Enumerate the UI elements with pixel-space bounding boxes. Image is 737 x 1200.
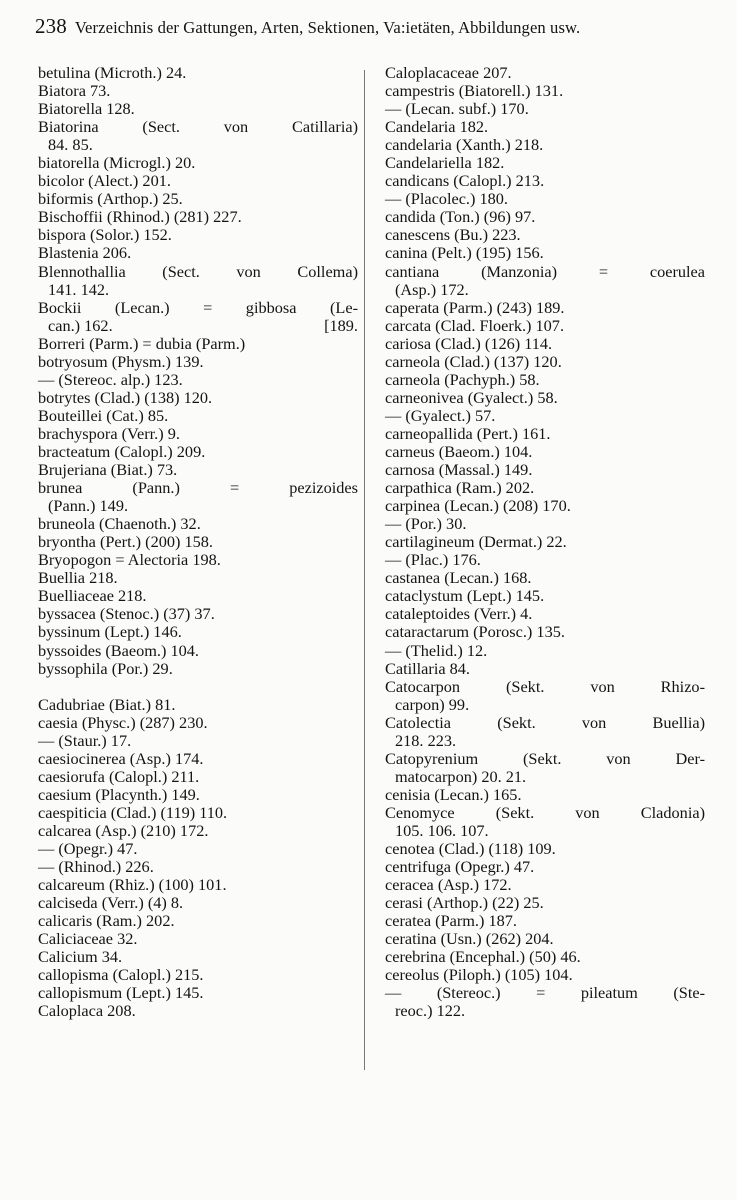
entry-text: botryosum (Physm.) 139. [38,351,204,371]
index-entry [38,786,358,804]
index-entry [385,299,705,317]
index-entry [38,984,358,1002]
entry-text: candicans (Calopl.) 213. [385,171,545,191]
index-entry [385,876,705,894]
entry-text: Caloplaca 208. [38,1001,136,1021]
index-entry [385,948,705,966]
index-entry [385,804,705,840]
index-entry [38,515,358,533]
entry-text: Catolectia (Sekt. von Buellia) [385,712,705,732]
index-entry [385,100,705,118]
entry-text: — (Staur.) 17. [38,730,132,750]
entry-text: betulina (Microth.) 24. [38,63,187,82]
entry-text: Bouteillei (Cat.) 85. [38,405,169,425]
index-entry [385,966,705,984]
entry-text: cantiana (Manzonia) = coerulea [385,261,705,281]
entry-text: byssacea (Stenoc.) (37) 37. [38,604,215,624]
entry-text: ceratina (Usn.) (262) 204. [385,929,554,949]
entry-text: biatorella (Microgl.) 20. [38,153,196,173]
entry-text: carneopallida (Pert.) 161. [385,423,551,443]
entry-text: cataclystum (Lept.) 145. [385,586,545,606]
entry-text: byssoides (Baeom.) 104. [38,640,199,660]
entry-text: carpinea (Lecan.) (208) 170. [385,496,571,516]
entry-text: cerasi (Arthop.) (22) 25. [385,893,544,913]
entry-text: Buelliaceae 218. [38,586,147,606]
index-entry [385,317,705,335]
index-entry [385,587,705,605]
index-entry [38,1002,358,1020]
index-entry [38,768,358,786]
index-entry [385,263,705,299]
entry-text: caperata (Parm.) (243) 189. [385,297,565,317]
entry-text: Candelariella 182. [385,153,505,173]
column-divider [364,70,365,1070]
entry-continuation [38,497,358,515]
index-entry [385,244,705,262]
index-entry [385,118,705,136]
index-entry [38,623,358,641]
index-entry [38,244,358,262]
index-entry [385,190,705,208]
index-entry [38,660,358,678]
entry-text: bispora (Solor.) 152. [38,225,172,245]
index-entry [385,479,705,497]
entry-text: Candelaria 182. [385,117,489,137]
entry-text: Brujeriana (Biat.) 73. [38,460,178,480]
entry-continuation [385,281,705,299]
entry-text: Caliciaceae 32. [38,929,138,949]
continuation-text: matocarpon) 20. 21. [395,766,527,786]
page-number: 238 [35,14,67,38]
entry-text: Bryopogon = Alectoria 198. [38,550,221,570]
entry-continuation [385,768,705,786]
entry-text: Blennothallia (Sect. von Collema) [38,261,358,281]
index-entry [385,533,705,551]
continuation-text: (Pann.) 149. [48,496,129,516]
index-entry [38,930,358,948]
entry-text: carneola (Clad.) (137) 120. [385,351,562,371]
entry-continuation [38,136,358,154]
index-entry [38,389,358,407]
index-entry [385,515,705,533]
index-entry [38,190,358,208]
entry-text: cartilagineum (Dermat.) 22. [385,532,567,552]
entry-text: Bischoffii (Rhinod.) (281) 227. [38,207,242,227]
entry-text: calcareum (Rhiz.) (100) 101. [38,875,227,895]
entry-text: — (Gyalect.) 57. [385,405,496,425]
entry-text: castanea (Lecan.) 168. [385,568,532,588]
entry-text: calciseda (Verr.) (4) 8. [38,893,184,913]
entry-text: canina (Pelt.) (195) 156. [385,243,544,263]
index-entry [385,64,705,82]
index-entry [38,64,358,82]
entry-continuation [385,732,705,750]
entry-text: Caloplacaceae 207. [385,63,512,82]
index-entry [385,894,705,912]
entry-text: bicolor (Alect.) 201. [38,171,171,191]
entry-text: — (Por.) 30. [385,514,467,534]
index-entry [38,371,358,389]
entry-text: cerebrina (Encephal.) (50) 46. [385,947,581,967]
entry-text: byssophila (Por.) 29. [38,658,173,678]
page-header [35,14,715,39]
continuation-text: reoc.) 122. [395,1001,466,1021]
entry-text: — (Rhinod.) 226. [38,857,154,877]
entry-text: Calicium 34. [38,947,123,967]
continuation-text: 218. 223. [395,730,457,750]
overflow-note: [189. [324,315,358,335]
entry-text: — (Placolec.) 180. [385,189,508,209]
entry-text: caesium (Placynth.) 149. [38,784,200,804]
index-entry [385,443,705,461]
index-entry [38,696,358,714]
index-entry [38,335,358,353]
entry-continuation [385,822,705,840]
entry-text: bryontha (Pert.) (200) 158. [38,532,213,552]
entry-text: Borreri (Parm.) = dubia (Parm.) [38,333,246,353]
entry-continuation [38,317,358,335]
index-entry [38,966,358,984]
entry-text: caesia (Physc.) (287) 230. [38,712,208,732]
entry-text: carcata (Clad. Floerk.) 107. [385,315,565,335]
entry-text: biformis (Arthop.) 25. [38,189,183,209]
entry-text: cariosa (Clad.) (126) 114. [385,333,553,353]
index-entry [38,714,358,732]
index-entry [385,678,705,714]
entry-text: Cenomyce (Sekt. von Cladonia) [385,802,705,822]
index-entry [385,551,705,569]
index-entry [38,407,358,425]
index-entry [385,912,705,930]
index-entry [38,208,358,226]
index-entry [38,226,358,244]
entry-text: carneus (Baeom.) 104. [385,441,533,461]
entry-text: Cadubriae (Biat.) 81. [38,694,176,714]
entry-text: Catopyrenium (Sekt. von Der- [385,748,705,768]
entry-text: caespiticia (Clad.) (119) 110. [38,802,228,822]
index-entry [385,407,705,425]
entry-text: ceracea (Asp.) 172. [385,875,512,895]
entry-text: — (Stereoc. alp.) 123. [38,369,183,389]
entry-text: cereolus (Piloph.) (105) 104. [385,965,573,985]
index-entry [38,82,358,100]
index-entry [38,353,358,371]
entry-text: bracteatum (Calopl.) 209. [38,441,206,461]
index-entry [38,642,358,660]
entry-text: — (Stereoc.) = pileatum (Ste- [385,983,705,1003]
index-entry [385,930,705,948]
entry-continuation [38,281,358,299]
entry-text: callopismum (Lept.) 145. [38,983,204,1003]
entry-text: campestris (Biatorell.) 131. [385,81,564,101]
entry-text: calcarea (Asp.) (210) 172. [38,820,209,840]
index-entry [385,226,705,244]
index-entry [38,587,358,605]
entry-text: ceratea (Parm.) 187. [385,911,517,931]
index-entry [385,154,705,172]
entry-text: caesiorufa (Calopl.) 211. [38,766,200,786]
index-entry [38,840,358,858]
entry-text: Buellia 218. [38,568,118,588]
entry-text: Bockii (Lecan.) = gibbosa (Le- [38,297,358,317]
index-entry [385,389,705,407]
index-entry [385,750,705,786]
continuation-text: can.) 162. [48,315,113,335]
section-gap [38,678,358,696]
index-entry [385,425,705,443]
entry-text: candida (Ton.) (96) 97. [385,207,536,227]
index-entry [38,533,358,551]
index-entry [385,840,705,858]
entry-text: cenisia (Lecan.) 165. [385,784,522,804]
entry-text: candelaria (Xanth.) 218. [385,135,544,155]
index-entry [38,461,358,479]
entry-text: carneola (Pachyph.) 58. [385,369,540,389]
entry-text: — (Lecan. subf.) 170. [385,99,529,119]
entry-text: Blastenia 206. [38,243,132,263]
entry-text: callopisma (Calopl.) 215. [38,965,204,985]
entry-text: byssinum (Lept.) 146. [38,622,182,642]
index-entry [385,984,705,1020]
index-entry [38,876,358,894]
index-entry [38,858,358,876]
entry-text: carnosa (Massal.) 149. [385,460,533,480]
index-entry [38,425,358,443]
continuation-text: (Asp.) 172. [395,279,469,299]
entry-text: Biatorella 128. [38,99,135,119]
index-entry [38,804,358,822]
left-column [38,64,358,1020]
index-entry [385,642,705,660]
entry-text: bruneola (Chaenoth.) 32. [38,514,201,534]
index-entry [385,208,705,226]
index-entry [385,660,705,678]
entry-text: botrytes (Clad.) (138) 120. [38,387,213,407]
entry-text: carneonivea (Gyalect.) 58. [385,387,558,407]
continuation-text: 141. 142. [48,279,110,299]
running-title: Verzeichnis der Gattungen, Arten, Sektionen, Va:ietäten, Abbildungen usw. [74,18,581,37]
entry-text: cenotea (Clad.) (118) 109. [385,839,556,859]
entry-text: canescens (Bu.) 223. [385,225,521,245]
entry-text: brunea (Pann.) = pezizoides [38,478,358,498]
index-entry [385,371,705,389]
entry-continuation [385,1002,705,1020]
index-entry [38,732,358,750]
entry-text: Catocarpon (Sekt. von Rhizo- [385,676,705,696]
entry-text: cataractarum (Porosc.) 135. [385,622,565,642]
entry-continuation [385,696,705,714]
index-entry [385,786,705,804]
right-column [385,64,705,1020]
continuation-text: carpon) 99. [395,694,470,714]
index-entry [38,299,358,335]
index-entry [38,948,358,966]
index-entry [38,822,358,840]
index-entry [385,497,705,515]
index-entry [38,263,358,299]
index-entry [38,894,358,912]
index-entry [385,172,705,190]
index-entry [385,623,705,641]
index-entry [385,569,705,587]
index-entry [385,136,705,154]
entry-text: Catillaria 84. [385,658,470,678]
entry-text: caesiocinerea (Asp.) 174. [38,748,204,768]
index-entry [38,154,358,172]
index-entry [38,443,358,461]
entry-text: brachyspora (Verr.) 9. [38,423,180,443]
index-entry [38,551,358,569]
index-entry [385,82,705,100]
entry-text: Biatorina (Sect. von Catillaria) [38,117,358,137]
entry-text: carpathica (Ram.) 202. [385,478,535,498]
entry-text: cataleptoides (Verr.) 4. [385,604,533,624]
index-entry [385,858,705,876]
continuation-text: 105. 106. 107. [395,820,489,840]
entry-text: centrifuga (Opegr.) 47. [385,857,535,877]
entry-text: — (Thelid.) 12. [385,640,488,660]
continuation-text: 84. 85. [48,135,93,155]
index-entry [38,118,358,154]
entry-text: Biatora 73. [38,81,111,101]
entry-text: — (Plac.) 176. [385,550,481,570]
index-entry [38,569,358,587]
index-entry [385,461,705,479]
index-entry [385,353,705,371]
index-entry [38,750,358,768]
index-entry [38,100,358,118]
index-entry [38,912,358,930]
index-entry [385,714,705,750]
entry-text: calicaris (Ram.) 202. [38,911,175,931]
index-entry [38,479,358,515]
index-entry [38,605,358,623]
index-entry [385,335,705,353]
index-entry [385,605,705,623]
entry-text: — (Opegr.) 47. [38,838,138,858]
index-entry [38,172,358,190]
